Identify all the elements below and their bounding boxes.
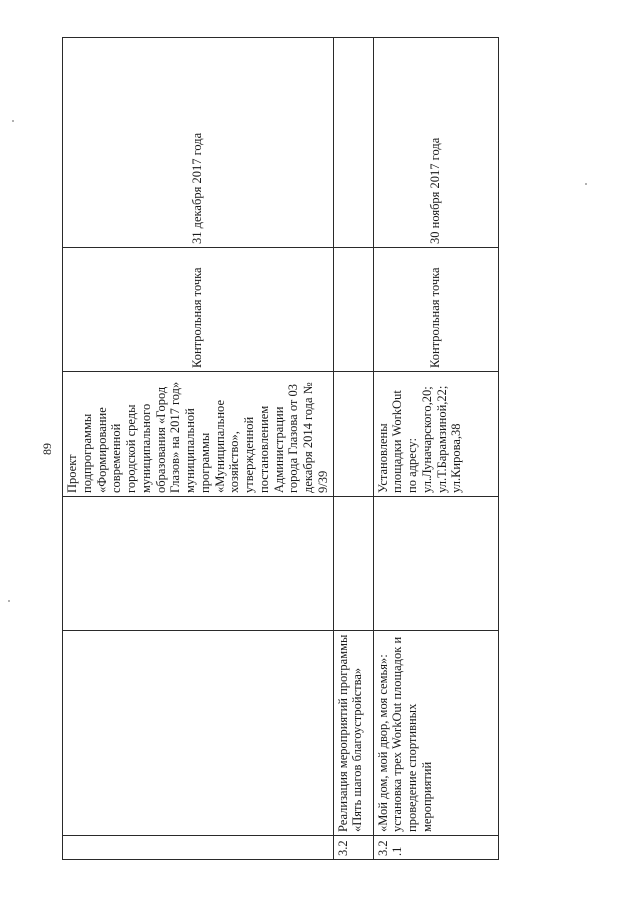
event-name-cell [63,631,334,836]
type-cell: Контрольная точка [373,248,498,372]
scan-speck [8,600,10,602]
row-number-cell: 3.2 [333,836,373,860]
type-cell [333,248,373,372]
result-cell: Проект подпрограммы «Формирование современной городской среды муниципального образования «Город Глазов» на 2017 год» муниципальной программы «Муниципальное хозяйство», утвержденной постановлением Администрации города Глазова от 03 декабря 2014 года № 9/39 [63,372,334,497]
scan-speck [12,120,14,122]
empty-cell [373,497,498,631]
row-number-cell: 3.2.1 [373,836,498,860]
event-name-cell: Реализация мероприятий программы «Пять шагов благоустройства» [333,631,373,836]
empty-cell [63,497,334,631]
type-cell: Контрольная точка [63,248,334,372]
scan-speck [585,183,587,185]
empty-cell [333,497,373,631]
date-cell: 31 декабря 2017 года [63,38,334,248]
page-number: 89 [40,443,54,455]
result-cell: Установлены площадки WorkOut по адресу: ул.Луначарского,20; ул.Т.Барамзиной,22; ул.Кирова,38 [373,372,498,497]
result-cell [333,372,373,497]
plan-table [62,37,499,860]
row-number-cell [63,836,334,860]
table-row [373,38,498,860]
date-cell: 30 ноября 2017 года [373,38,498,248]
table-row [333,38,373,860]
date-cell [333,38,373,248]
event-name-cell: «Мой дом, мой двор, моя семья»: установка трех WorkOut площадок и проведение спортивных мероприятий [373,631,498,836]
rotated-table-container [62,38,467,860]
table-row [63,38,334,860]
